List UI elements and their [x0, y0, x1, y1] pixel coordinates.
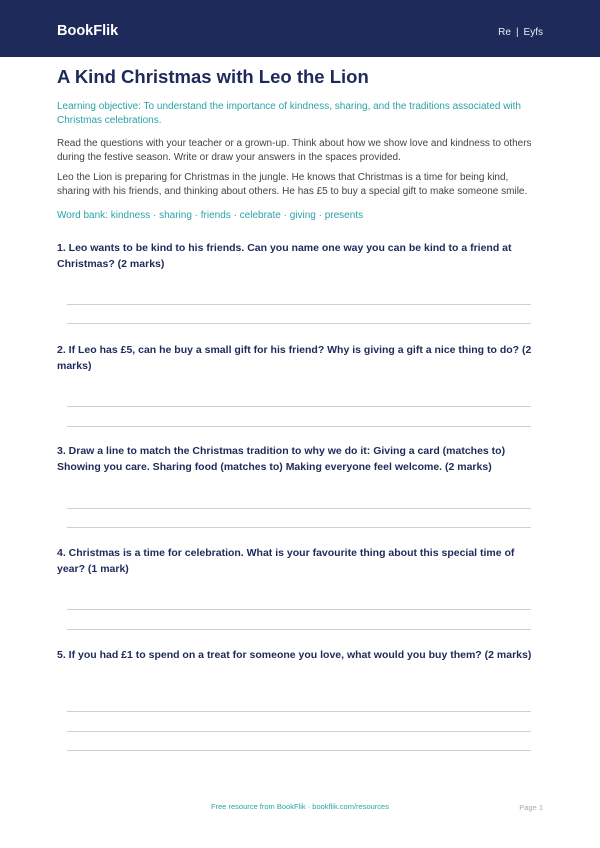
level-label: Eyfs [523, 27, 543, 38]
question-3: 3. Draw a line to match the Christmas tradition to why we do it: Giving a card (matches to) Showing you care. Sharing food (matches to) Making everyone feel welcome. (2 marks) [57, 445, 506, 473]
question-1: 1. Leo wants to be kind to his friends. Can you name one way you can be kind to a friend at Christmas? (2 marks) [57, 242, 512, 270]
answer-line[interactable] [67, 426, 531, 427]
answer-line[interactable] [67, 629, 531, 630]
answer-line[interactable] [67, 527, 531, 528]
instructions-text: Read the questions with your teacher or a grown-up. Think about how we show love and kindness to others during the festive season. Write or draw your answers in the spaces provided. [57, 138, 532, 163]
question-2: 2. If Leo has £5, can he buy a small gift for his friend? Why is giving a gift a nice thing to do? (2 marks) [57, 344, 532, 372]
subject-label: Re [498, 27, 511, 38]
question-5: 5. If you had £1 to spend on a treat for someone you love, what would you buy them? (2 marks) [57, 649, 532, 661]
footer-credit[interactable]: Free resource from BookFlik · bookflik.com/resources [211, 802, 389, 811]
answer-line[interactable] [67, 750, 531, 751]
header-bar [0, 0, 600, 57]
answer-line[interactable] [67, 711, 531, 712]
answer-line[interactable] [67, 304, 531, 305]
answer-line[interactable] [67, 508, 531, 509]
story-text: Leo the Lion is preparing for Christmas in the jungle. He knows that Christmas is a time for being kind, sharing with his friends, and thinking about others. He has £5 to buy a special gift to make someone smile. [57, 172, 528, 197]
header-meta [498, 27, 543, 38]
learning-objective: Learning objective: To understand the importance of kindness, sharing, and the traditions associated with Christmas celebrations. [57, 101, 521, 126]
meta-separator: | [515, 27, 519, 38]
answer-line[interactable] [67, 731, 531, 732]
word-bank: Word bank: kindness · sharing · friends · celebrate · giving · presents [57, 210, 364, 221]
page-number: Page 1 [519, 803, 543, 812]
page-title: A Kind Christmas with Leo the Lion [57, 66, 369, 87]
question-4: 4. Christmas is a time for celebration. What is your favourite thing about this special time of year? (1 mark) [57, 547, 515, 575]
brand-logo[interactable]: BookFlik [57, 23, 119, 39]
answer-line[interactable] [67, 609, 531, 610]
answer-line[interactable] [67, 323, 531, 324]
answer-line[interactable] [67, 406, 531, 407]
